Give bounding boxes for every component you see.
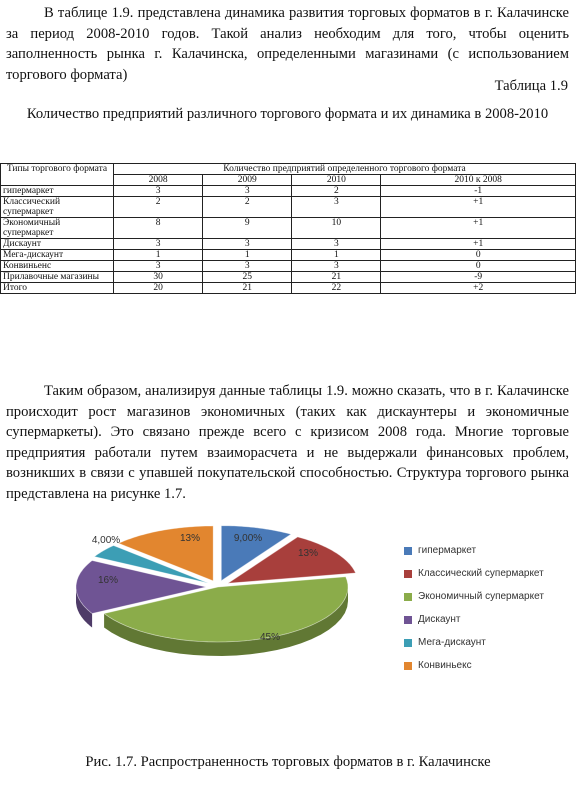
formats-table: [0, 163, 576, 294]
row-value: 3: [292, 261, 381, 272]
legend-swatch: [404, 662, 412, 670]
intro-paragraph: В таблице 1.9. представлена динамика развития торговых форматов в г. Калачинске за период 2008-2010 годов. Такой анализ необходим для того, чтобы оценить заполненность рынка г. Калачинска, определенными магазинами (с использованием торгового формата): [6, 5, 569, 83]
group-header: Количество предприятий определенного торгового формата: [114, 164, 576, 175]
row-value: 1: [114, 250, 203, 261]
table-caption: Таблица 1.9: [494, 78, 568, 94]
legend-swatch: [404, 570, 412, 578]
table-row: [1, 239, 576, 250]
year-header: 2009: [203, 175, 292, 186]
row-value: -1: [381, 186, 576, 197]
legend-swatch: [404, 616, 412, 624]
table-header-row: [1, 164, 576, 175]
row-value: 3: [203, 261, 292, 272]
row-label: Экономичный супермаркет: [1, 218, 114, 239]
row-value: +1: [381, 197, 576, 218]
row-value: 3: [203, 186, 292, 197]
table-row: [1, 283, 576, 294]
row-value: 2: [114, 197, 203, 218]
row-value: 3: [114, 261, 203, 272]
row-value: 8: [114, 218, 203, 239]
legend-label: гипермаркет: [418, 545, 477, 556]
table-row: [1, 250, 576, 261]
row-label: гипермаркет: [1, 186, 114, 197]
row-value: 10: [292, 218, 381, 239]
legend-label: Мега-дискаунт: [418, 637, 486, 648]
col-type-header: Типы торгового формата: [1, 164, 114, 186]
legend-label: Дискаунт: [418, 614, 461, 625]
row-label: Конвиньенс: [1, 261, 114, 272]
year-header: 2010 к 2008: [381, 175, 576, 186]
legend-item: [404, 568, 544, 591]
row-value: 21: [203, 283, 292, 294]
table-row: [1, 272, 576, 283]
row-value: 3: [292, 197, 381, 218]
table-row: [1, 261, 576, 272]
table-row: [1, 186, 576, 197]
row-value: +1: [381, 239, 576, 250]
row-value: 3: [292, 239, 381, 250]
table-row: [1, 218, 576, 239]
legend-swatch: [404, 593, 412, 601]
row-value: 2: [203, 197, 292, 218]
row-value: 25: [203, 272, 292, 283]
pie-chart: [0, 512, 400, 667]
row-value: +1: [381, 218, 576, 239]
chart-legend: [404, 545, 544, 683]
legend-label: Классический супермаркет: [418, 568, 544, 579]
row-value: 3: [114, 239, 203, 250]
row-value: 3: [114, 186, 203, 197]
row-value: 21: [292, 272, 381, 283]
legend-swatch: [404, 639, 412, 647]
row-value: 9: [203, 218, 292, 239]
pie-data-label: 13%: [179, 533, 201, 544]
legend-item: [404, 660, 544, 683]
row-label: Мега-дискаунт: [1, 250, 114, 261]
legend-label: Конвиньекс: [418, 660, 472, 671]
row-value: 1: [203, 250, 292, 261]
pie-data-label: 16%: [97, 575, 119, 586]
pie-data-label: 45%: [259, 632, 281, 643]
legend-swatch: [404, 547, 412, 555]
legend-item: [404, 614, 544, 637]
row-value: 3: [203, 239, 292, 250]
row-label: Прилавочные магазины: [1, 272, 114, 283]
row-value: 22: [292, 283, 381, 294]
row-value: 1: [292, 250, 381, 261]
year-header: 2008: [114, 175, 203, 186]
row-value: +2: [381, 283, 576, 294]
row-value: 0: [381, 250, 576, 261]
pie-data-label: 13%: [297, 548, 319, 559]
row-value: 2: [292, 186, 381, 197]
legend-item: [404, 545, 544, 568]
row-value: 20: [114, 283, 203, 294]
pie-data-label: 9,00%: [233, 533, 263, 544]
pie-data-label: 4,00%: [91, 535, 121, 546]
row-label: Итого: [1, 283, 114, 294]
row-value: 30: [114, 272, 203, 283]
legend-label: Экономичный супермаркет: [418, 591, 544, 602]
table-title: Количество предприятий различного торгового формата и их динамика в 2008-2010: [26, 106, 549, 122]
row-label: Дискаунт: [1, 239, 114, 250]
legend-item: [404, 637, 544, 660]
legend-item: [404, 591, 544, 614]
row-value: 0: [381, 261, 576, 272]
table-row: [1, 197, 576, 218]
conclusion-paragraph: Таким образом, анализируя данные таблицы 1.9. можно сказать, что в г. Калачинске происходит рост магазинов экономичных (таких как дискаунтеры и экономичные супермаркеты). Это связано прежде всего с кризисом 2008 года. Многие торговые предприятия работали путем взаиморасчета и не выдержали финансовых проблем, возникших в связи с упавшей покупательской способностью. Структура торгового рынка представлена на рисунке 1.7.: [6, 383, 569, 502]
figure-caption: Рис. 1.7. Распространенность торговых форматов в г. Калачинске: [85, 754, 491, 770]
year-header: 2010: [292, 175, 381, 186]
row-value: -9: [381, 272, 576, 283]
row-label: Классический супермаркет: [1, 197, 114, 218]
